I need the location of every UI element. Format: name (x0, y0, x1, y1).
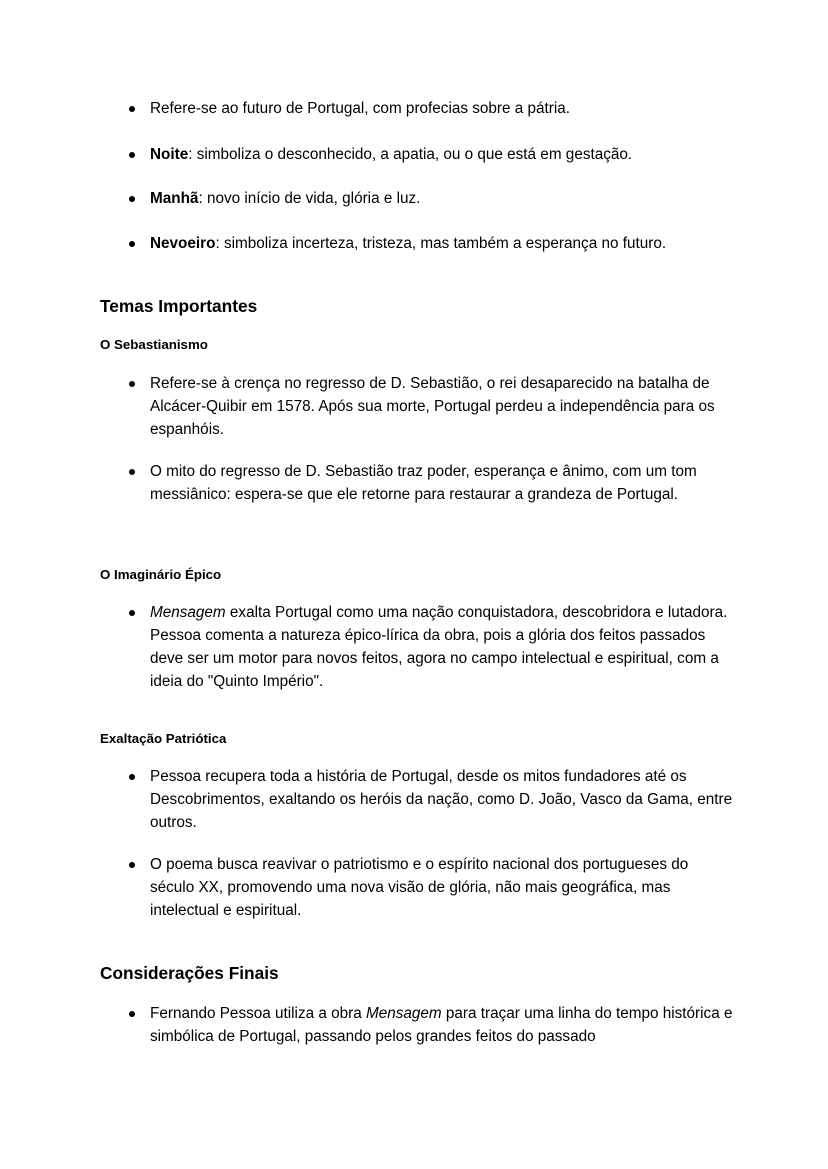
section-heading-consideracoes: Considerações Finais (100, 963, 279, 983)
list-item-text: Refere-se ao futuro de Portugal, com profecias sobre a pátria. (150, 100, 571, 117)
list-item-text: O poema busca reavivar o patriotismo e o espírito nacional dos portugueses do século XX, promovendo uma nova visão de glória, não mais geográfica, mas intelectual e espiritual. (150, 856, 689, 919)
term-manha: Manhã (150, 190, 199, 207)
work-title-mensagem: Mensagem (366, 1005, 442, 1022)
list-item-text: Refere-se à crença no regresso de D. Sebastião, o rei desaparecido na batalha de Alcácer-Quibir em 1578. Após sua morte, Portugal perdeu a independência para os espanhóis. (150, 375, 715, 438)
list-item-nevoeiro (150, 232, 735, 255)
list-item-text: Pessoa recupera toda a história de Portugal, desde os mitos fundadores até os Descobrimentos, exaltando os heróis da nação, como D. João, Vasco da Gama, entre outros. (150, 768, 733, 831)
list-item-text: para traçar uma linha do tempo histórica e simbólica de Portugal, passando pelos grandes feitos do passado (150, 1005, 733, 1045)
work-title-mensagem: Mensagem (150, 604, 226, 621)
subheading-exaltacao: Exaltação Patriótica (100, 731, 227, 746)
list-item-manha (150, 187, 735, 210)
section-heading-temas: Temas Importantes (100, 296, 258, 316)
list-item-text: : simboliza o desconhecido, a apatia, ou o que está em gestação. (188, 146, 633, 163)
list-item-exaltacao-1 (150, 765, 735, 834)
list-item-text: Fernando Pessoa utiliza a obra (150, 1005, 366, 1022)
list-item-text: : simboliza incerteza, tristeza, mas também a esperança no futuro. (215, 235, 667, 252)
list-item-sebastianismo-1 (150, 372, 735, 441)
list-item-text: O mito do regresso de D. Sebastião traz poder, esperança e ânimo, com um tom messiânico: espera-se que ele retorne para restaurar a grandeza de Portugal. (150, 463, 697, 503)
list-item-text: exalta Portugal como uma nação conquistadora, descobridora e lutadora. Pessoa comenta a natureza épico-lírica da obra, pois a glória dos feitos passados deve ser um motor para novos feitos, agora no campo intelectual e espiritual, com a ideia do "Quinto Império". (150, 604, 728, 690)
term-noite: Noite (150, 146, 189, 163)
subheading-imaginario-epico: O Imaginário Épico (100, 567, 222, 582)
list-item-consideracoes (150, 1002, 735, 1048)
subheading-sebastianismo: O Sebastianismo (100, 337, 208, 352)
list-item-imaginario (150, 601, 735, 693)
list-item-sebastianismo-2 (150, 460, 735, 506)
term-nevoeiro: Nevoeiro (150, 235, 216, 252)
list-item-exaltacao-2 (150, 853, 735, 922)
list-item-futuro (150, 97, 735, 120)
list-item-noite (150, 143, 735, 166)
list-item-text: : novo início de vida, glória e luz. (198, 190, 421, 207)
